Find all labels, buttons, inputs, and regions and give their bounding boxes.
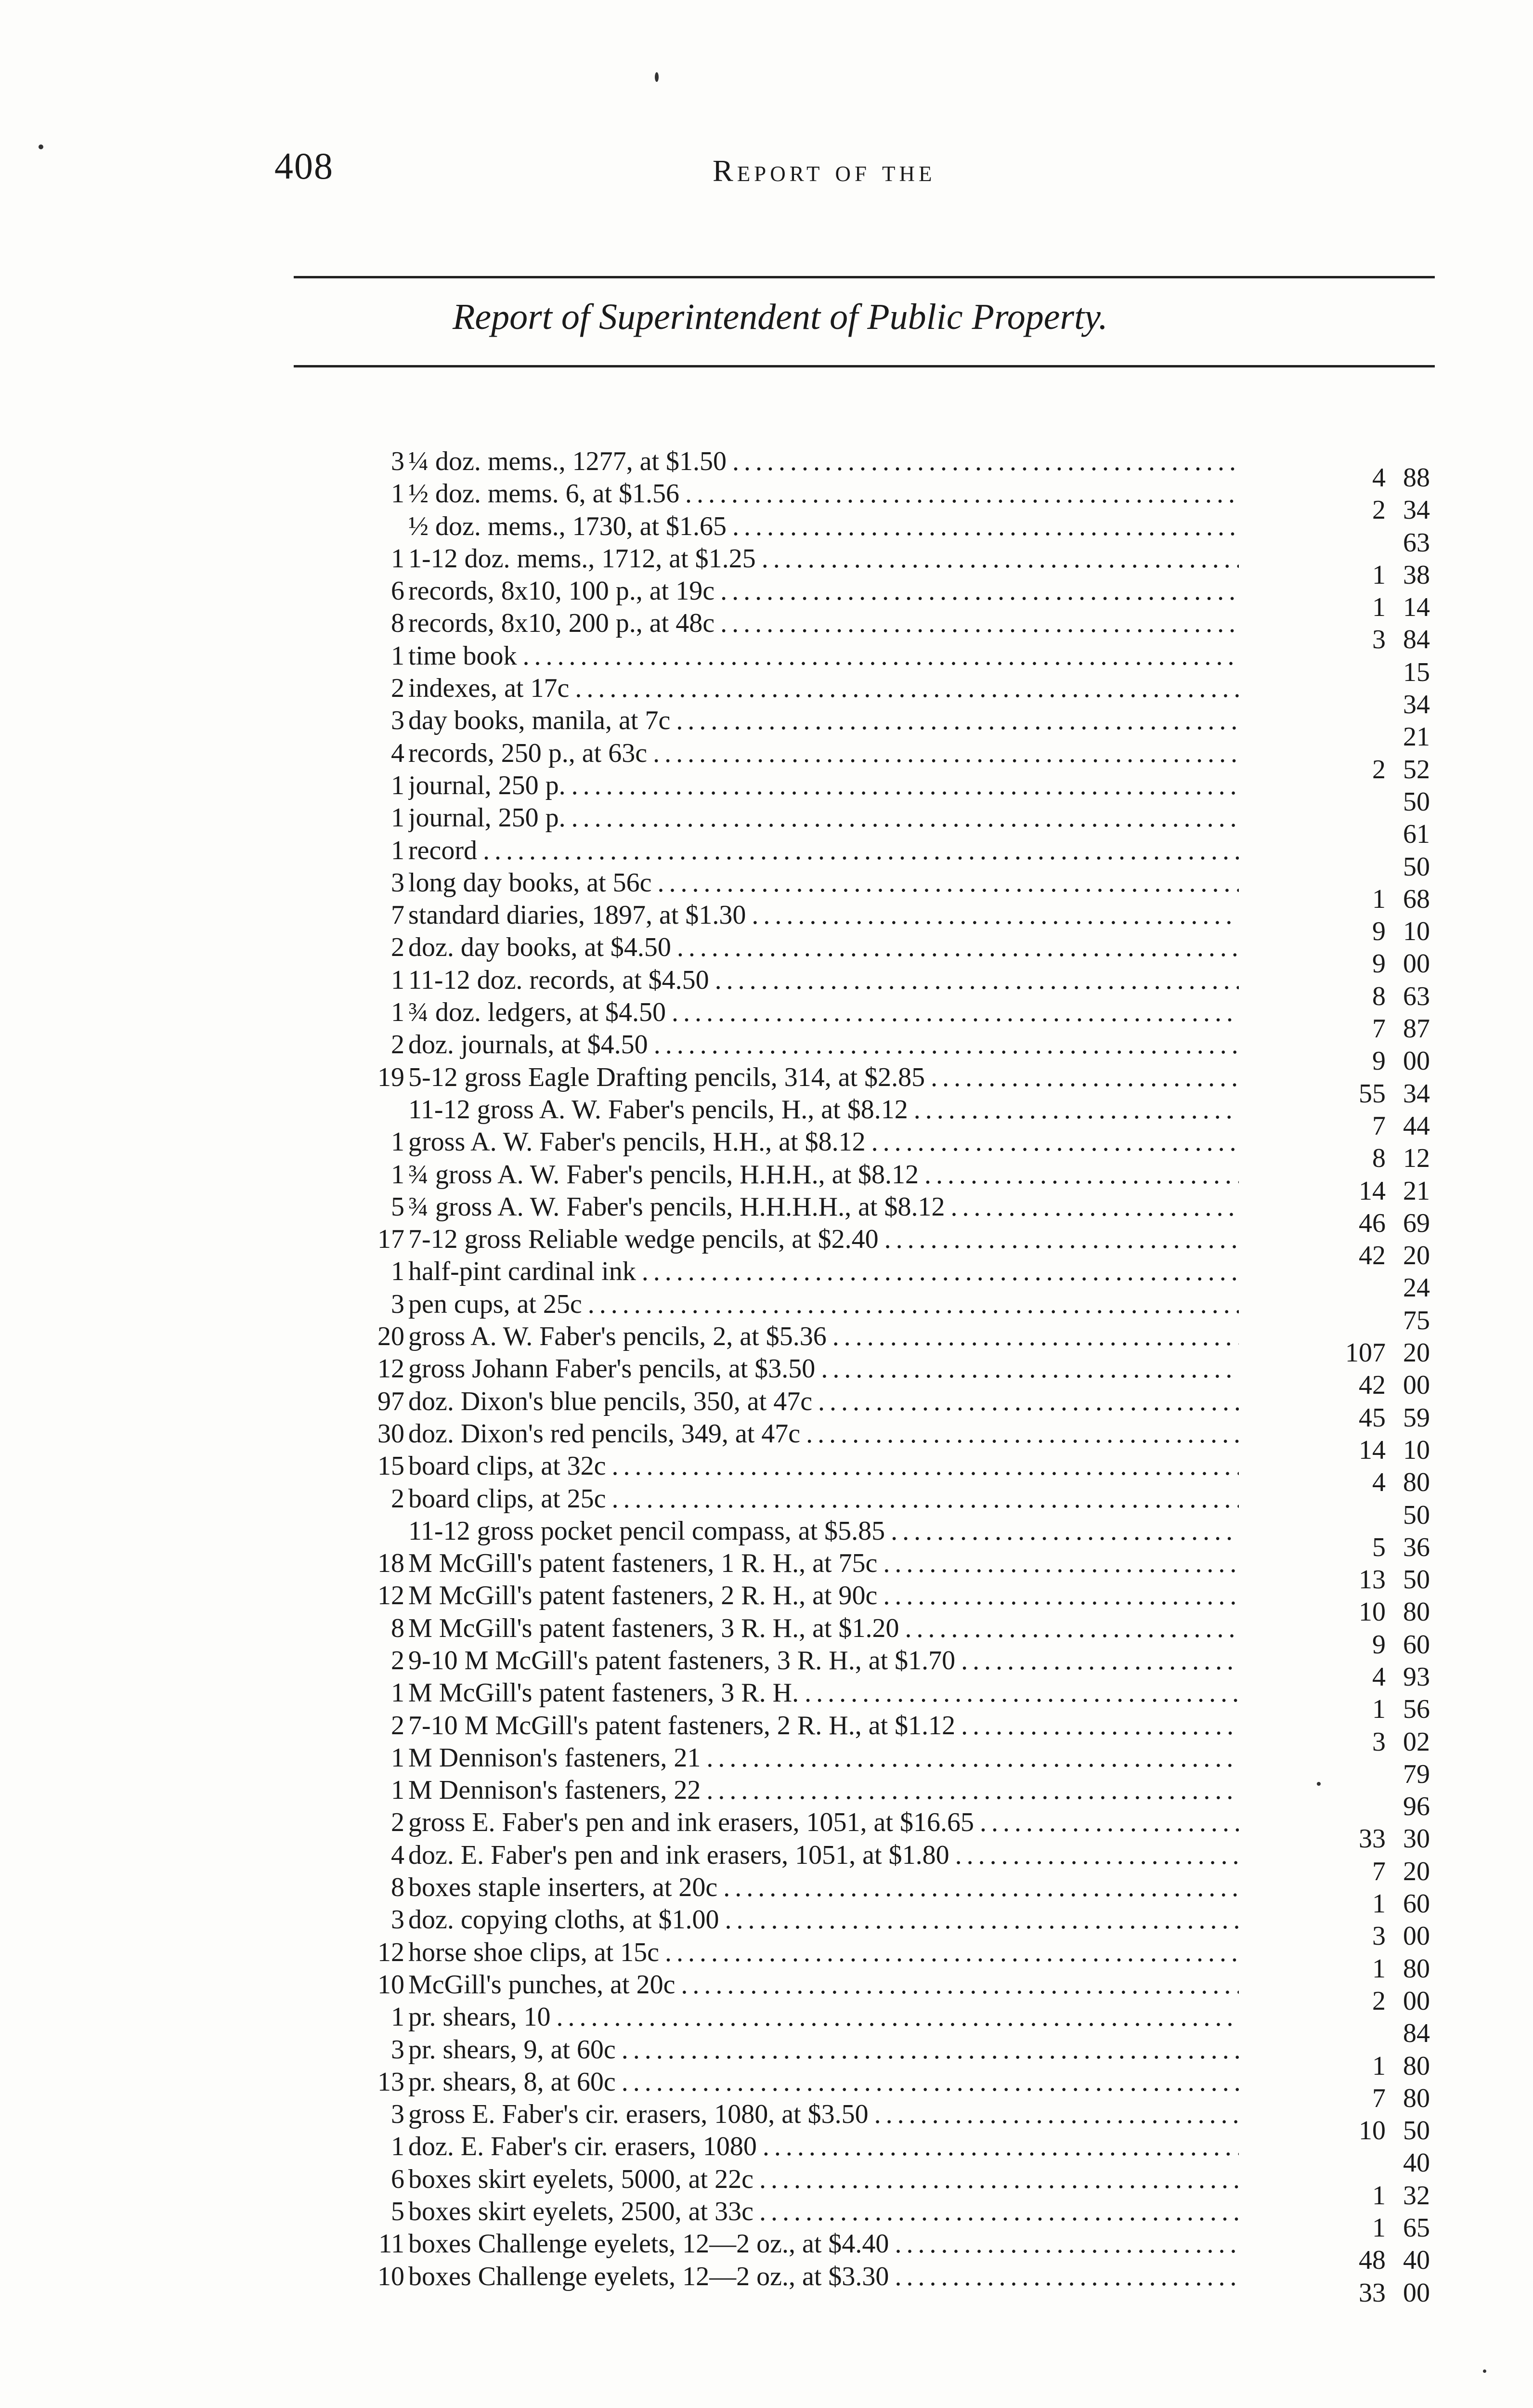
list-item [337, 2066, 1440, 2113]
item-description: journal, 250 p. . . . [408, 770, 1239, 802]
list-item [337, 1937, 1440, 1984]
item-description: pr. shears, 8, at 60c . . . [408, 2066, 1239, 2098]
item-cents: 21 [1403, 722, 1430, 752]
item-amount [1295, 2277, 1430, 2309]
item-cents: 80 [1403, 2083, 1430, 2113]
item-description: gross A. W. Faber's pencils, 2, at $5.36 . . . [408, 1321, 1239, 1353]
item-description: records, 250 p., at 63c . . . [408, 737, 1239, 770]
list-item [337, 2163, 1440, 2211]
item-dollars: 8 [1372, 1143, 1386, 1174]
list-item [337, 445, 1440, 493]
item-dollars: 48 [1359, 2245, 1386, 2276]
item-dollars: 3 [1372, 625, 1386, 655]
list-item [337, 899, 1440, 947]
item-description: boxes staple inserters, at 20c . . . [408, 1871, 1239, 1904]
list-item [337, 964, 1440, 1011]
item-quantity: 1 [391, 2132, 404, 2162]
item-dollars: 55 [1359, 1078, 1386, 1109]
item-dollars: 5 [1372, 1532, 1386, 1562]
item-dollars: 107 [1345, 1338, 1386, 1368]
item-quantity: 5 [391, 2197, 404, 2227]
item-cents: 60 [1403, 1889, 1430, 1919]
item-quantity: 20 [377, 1322, 404, 1352]
item-cents: 02 [1403, 1727, 1430, 1757]
item-cents: 80 [1403, 1953, 1430, 1984]
list-item [337, 575, 1440, 623]
item-quantity: 2 [391, 932, 404, 963]
item-cents: 40 [1403, 2148, 1430, 2178]
item-cents: 50 [1403, 1500, 1430, 1530]
item-description: M Dennison's fasteners, 22 . . . [408, 1774, 1239, 1806]
item-description: records, 8x10, 200 p., at 48c . . . [408, 607, 1239, 640]
item-quantity: 3 [391, 1289, 404, 1319]
item-quantity: 97 [377, 1386, 404, 1416]
list-item [337, 867, 1440, 914]
item-quantity: 3 [391, 446, 404, 476]
item-quantity: 12 [377, 1581, 404, 1611]
item-cents: 52 [1403, 754, 1430, 785]
item-description: ¾ gross A. W. Faber's pencils, H.H.H., at $8.12 . . . [408, 1159, 1239, 1191]
item-cents: 65 [1403, 2213, 1430, 2243]
list-item [337, 1418, 1440, 1465]
scan-speck [1483, 2369, 1486, 2373]
bottom-rule [294, 365, 1435, 367]
item-cents: 79 [1403, 1759, 1430, 1789]
item-quantity: 8 [391, 1613, 404, 1643]
item-cents: 50 [1403, 1565, 1430, 1595]
item-description: 5-12 gross Eagle Drafting pencils, 314, at $2.85 . . . [408, 1061, 1239, 1094]
item-cents: 15 [1403, 657, 1430, 687]
list-item [337, 2131, 1440, 2178]
list-item [337, 1321, 1440, 1368]
item-cents: 96 [1403, 1792, 1430, 1822]
item-cents: 88 [1403, 463, 1430, 493]
item-dollars: 46 [1359, 1208, 1386, 1238]
item-dollars: 9 [1372, 1046, 1386, 1076]
item-quantity: 1 [391, 1742, 404, 1773]
list-item [337, 835, 1440, 882]
item-cents: 80 [1403, 1597, 1430, 1627]
item-description: 11-12 doz. records, at $4.50 . . . [408, 964, 1239, 996]
item-quantity: 6 [391, 2164, 404, 2194]
item-description: M McGill's patent fasteners, 3 R. H., at $1.20 . . . [408, 1612, 1239, 1645]
item-quantity: 3 [391, 1905, 404, 1935]
list-item [337, 1839, 1440, 1886]
item-description: M McGill's patent fasteners, 2 R. H., at 90c . . . [408, 1580, 1239, 1612]
item-dollars: 14 [1359, 1435, 1386, 1465]
item-cents: 21 [1403, 1176, 1430, 1206]
item-quantity: 10 [377, 2261, 404, 2291]
item-dollars: 33 [1359, 2277, 1386, 2308]
list-item [337, 1386, 1440, 1433]
item-description: standard diaries, 1897, at $1.30 . . . [408, 899, 1239, 931]
list-item [337, 770, 1440, 817]
list-item [337, 996, 1440, 1044]
item-quantity: 1 [391, 1127, 404, 1157]
item-description: 9-10 M McGill's patent fasteners, 3 R. H., at $1.70 . . . [408, 1645, 1239, 1677]
list-item [337, 1029, 1440, 1076]
item-quantity: 1 [391, 1159, 404, 1190]
item-description: indexes, at 17c . . . [408, 672, 1239, 705]
item-quantity: 1 [391, 1775, 404, 1806]
item-dollars: 10 [1359, 2116, 1386, 2146]
list-item [337, 1969, 1440, 2016]
item-quantity: 8 [391, 608, 404, 639]
item-dollars: 1 [1372, 2051, 1386, 2081]
item-description: M McGill's patent fasteners, 1 R. H., at 75c . . . [408, 1547, 1239, 1580]
item-dollars: 45 [1359, 1402, 1386, 1433]
item-cents: 20 [1403, 1338, 1430, 1368]
item-quantity: 1 [391, 543, 404, 574]
item-description: boxes skirt eyelets, 2500, at 33c . . . [408, 2196, 1239, 2228]
item-quantity: 1 [391, 965, 404, 995]
item-cents: 50 [1403, 851, 1430, 882]
list-item [337, 1515, 1440, 1562]
item-cents: 50 [1403, 786, 1430, 817]
item-cents: 61 [1403, 819, 1430, 850]
list-item [337, 1094, 1440, 1141]
item-dollars: 42 [1359, 1370, 1386, 1400]
item-cents: 80 [1403, 1467, 1430, 1498]
item-description: ½ doz. mems. 6, at $1.56 . . . [408, 478, 1239, 510]
page-number: 408 [274, 145, 334, 187]
item-quantity: 12 [377, 1354, 404, 1384]
item-dollars: 10 [1359, 1597, 1386, 1627]
item-quantity: 2 [391, 1645, 404, 1675]
item-cents: 69 [1403, 1208, 1430, 1238]
list-item [337, 607, 1440, 655]
item-quantity: 1 [391, 997, 404, 1028]
item-quantity: 2 [391, 1483, 404, 1514]
list-item [337, 1159, 1440, 1206]
item-cents: 60 [1403, 1629, 1430, 1660]
item-cents: 38 [1403, 560, 1430, 590]
item-description: boxes Challenge eyelets, 12—2 oz., at $4.40 . . . [408, 2228, 1239, 2260]
section-title: Report of Superintendent of Public Property. [453, 297, 1108, 337]
item-cents: 84 [1403, 625, 1430, 655]
item-cents: 00 [1403, 1986, 1430, 2016]
list-item [337, 1223, 1440, 1271]
item-quantity: 13 [377, 2067, 404, 2097]
item-description: 1-12 doz. mems., 1712, at $1.25 . . . [408, 543, 1239, 575]
item-cents: 36 [1403, 1532, 1430, 1562]
list-item [337, 1061, 1440, 1109]
item-description: board clips, at 25c . . . [408, 1483, 1239, 1515]
list-item [337, 2196, 1440, 2243]
item-description: pr. shears, 10 . . . [408, 2001, 1239, 2033]
item-description: 7-10 M McGill's patent fasteners, 2 R. H., at $1.12 . . . [408, 1710, 1239, 1742]
item-description: half-pint cardinal ink . . . [408, 1256, 1239, 1288]
item-dollars: 42 [1359, 1241, 1386, 1271]
item-cents: 00 [1403, 1921, 1430, 1951]
item-quantity: 5 [391, 1191, 404, 1222]
item-dollars: 9 [1372, 1629, 1386, 1660]
scan-speck [1317, 1782, 1321, 1786]
item-description: gross E. Faber's pen and ink erasers, 1051, at $16.65 . . . [408, 1806, 1239, 1839]
item-description: records, 8x10, 100 p., at 19c . . . [408, 575, 1239, 607]
list-item [337, 2261, 1440, 2308]
list-item [337, 2001, 1440, 2049]
item-dollars: 1 [1372, 1889, 1386, 1919]
item-description: doz. Dixon's blue pencils, 350, at 47c . . . [408, 1386, 1239, 1418]
item-description: day books, manila, at 7c . . . [408, 705, 1239, 737]
scan-speck [39, 144, 43, 149]
item-cents: 50 [1403, 2116, 1430, 2146]
list-item [337, 2098, 1440, 2146]
list-item [337, 1191, 1440, 1238]
item-quantity: 1 [391, 1256, 404, 1287]
item-description: ½ doz. mems., 1730, at $1.65 . . . [408, 510, 1239, 543]
list-item [337, 1806, 1440, 1854]
item-cents: 63 [1403, 981, 1430, 1011]
item-dollars: 2 [1372, 754, 1386, 785]
item-cents: 75 [1403, 1305, 1430, 1335]
item-description: record . . . [408, 835, 1239, 867]
item-cents: 10 [1403, 916, 1430, 947]
item-dollars: 1 [1372, 2180, 1386, 2211]
item-quantity: 3 [391, 867, 404, 898]
item-dollars: 2 [1372, 1986, 1386, 2016]
scan-speck [655, 72, 659, 82]
item-dollars: 8 [1372, 981, 1386, 1011]
item-dollars: 4 [1372, 1662, 1386, 1692]
item-cents: 93 [1403, 1662, 1430, 1692]
item-quantity: 19 [377, 1062, 404, 1092]
item-cents: 00 [1403, 1370, 1430, 1400]
list-item [337, 510, 1440, 558]
item-dollars: 1 [1372, 1694, 1386, 1725]
item-cents: 87 [1403, 1014, 1430, 1044]
item-description: boxes Challenge eyelets, 12—2 oz., at $3.30 . . . [408, 2261, 1239, 2293]
item-quantity: 18 [377, 1548, 404, 1579]
item-description: board clips, at 32c . . . [408, 1450, 1239, 1482]
item-quantity: 2 [391, 1807, 404, 1838]
item-cents: 14 [1403, 592, 1430, 623]
item-description: long day books, at 56c . . . [408, 867, 1239, 899]
item-cents: 56 [1403, 1694, 1430, 1725]
item-cents: 10 [1403, 1435, 1430, 1465]
item-dollars: 7 [1372, 1111, 1386, 1141]
item-cents: 80 [1403, 2051, 1430, 2081]
item-quantity: 8 [391, 1872, 404, 1903]
item-dollars: 1 [1372, 592, 1386, 623]
item-cents: 34 [1403, 1078, 1430, 1109]
item-quantity: 2 [391, 1030, 404, 1060]
item-description: McGill's punches, at 20c . . . [408, 1969, 1239, 2001]
item-dollars: 7 [1372, 1856, 1386, 1886]
list-item [337, 1256, 1440, 1303]
item-cents: 00 [1403, 1046, 1430, 1076]
item-description: doz. copying cloths, at $1.00 . . . [408, 1904, 1239, 1936]
list-item [337, 543, 1440, 590]
list-item [337, 1774, 1440, 1822]
item-quantity: 1 [391, 2002, 404, 2032]
item-description: gross E. Faber's cir. erasers, 1080, at $3.50 . . . [408, 2098, 1239, 2131]
item-dollars: 3 [1372, 1727, 1386, 1757]
item-quantity: 1 [391, 1678, 404, 1708]
item-quantity: 3 [391, 2099, 404, 2130]
item-quantity: 2 [391, 1710, 404, 1741]
item-quantity: 1 [391, 835, 404, 865]
item-description: M Dennison's fasteners, 21 . . . [408, 1742, 1239, 1774]
item-cents: 24 [1403, 1273, 1430, 1303]
item-quantity: 1 [391, 641, 404, 671]
list-item [337, 1288, 1440, 1335]
item-cents: 84 [1403, 2018, 1430, 2049]
item-cents: 40 [1403, 2245, 1430, 2276]
list-item [337, 1450, 1440, 1498]
list-item [337, 1904, 1440, 1951]
item-quantity: 30 [377, 1418, 404, 1449]
item-cents: 34 [1403, 690, 1430, 720]
item-quantity: 17 [377, 1224, 404, 1255]
item-dollars: 13 [1359, 1565, 1386, 1595]
list-item [337, 2034, 1440, 2081]
list-item [337, 1871, 1440, 1919]
top-rule [294, 276, 1435, 278]
item-dollars: 3 [1372, 1921, 1386, 1951]
item-description: gross Johann Faber's pencils, at $3.50 . . . [408, 1353, 1239, 1385]
item-quantity: 6 [391, 576, 404, 606]
item-description: journal, 250 p. . . . [408, 802, 1239, 834]
item-dollars: 1 [1372, 2213, 1386, 2243]
item-quantity: 7 [391, 900, 404, 930]
item-description: boxes skirt eyelets, 5000, at 22c . . . [408, 2163, 1239, 2196]
item-cents: 00 [1403, 2277, 1430, 2308]
item-dollars: 2 [1372, 495, 1386, 525]
list-item [337, 1483, 1440, 1530]
item-description: ¼ doz. mems., 1277, at $1.50 . . . [408, 445, 1239, 478]
item-description: ¾ doz. ledgers, at $4.50 . . . [408, 996, 1239, 1029]
item-description: ¾ gross A. W. Faber's pencils, H.H.H.H., at $8.12 . . . [408, 1191, 1239, 1223]
item-dollars: 9 [1372, 916, 1386, 947]
item-cents: 30 [1403, 1824, 1430, 1854]
item-description: time book . . . [408, 640, 1239, 672]
item-cents: 32 [1403, 2180, 1430, 2211]
item-cents: 20 [1403, 1241, 1430, 1271]
item-dollars: 7 [1372, 1014, 1386, 1044]
item-dollars: 7 [1372, 2083, 1386, 2113]
items-list [337, 445, 1440, 2308]
item-quantity: 10 [377, 1969, 404, 2000]
item-cents: 12 [1403, 1143, 1430, 1174]
item-quantity: 11 [378, 2229, 404, 2259]
list-item [337, 1645, 1440, 1692]
item-dollars: 14 [1359, 1176, 1386, 1206]
item-description: pen cups, at 25c . . . [408, 1288, 1239, 1321]
item-description: M McGill's patent fasteners, 3 R. H. . . . [408, 1677, 1239, 1709]
item-dollars: 1 [1372, 1953, 1386, 1984]
item-quantity: 2 [391, 673, 404, 704]
item-quantity: 4 [391, 738, 404, 768]
item-quantity: 1 [391, 770, 404, 800]
item-dollars: 1 [1372, 560, 1386, 590]
item-cents: 00 [1403, 949, 1430, 979]
list-item [337, 931, 1440, 979]
item-description: 11-12 gross pocket pencil compass, at $5.85 . . . [408, 1515, 1239, 1547]
item-description: doz. E. Faber's cir. erasers, 1080 . . . [408, 2131, 1239, 2163]
item-cents: 68 [1403, 884, 1430, 914]
item-description: horse shoe clips, at 15c . . . [408, 1937, 1239, 1969]
list-item [337, 1580, 1440, 1627]
list-item [337, 1547, 1440, 1595]
running-head: Report of the [713, 154, 936, 188]
list-item [337, 672, 1440, 720]
item-dollars: 33 [1359, 1824, 1386, 1854]
item-description: pr. shears, 9, at 60c . . . [408, 2034, 1239, 2066]
item-cents: 44 [1403, 1111, 1430, 1141]
item-cents: 34 [1403, 495, 1430, 525]
list-item [337, 640, 1440, 687]
item-dollars: 1 [1372, 884, 1386, 914]
item-quantity: 15 [377, 1451, 404, 1481]
item-description: 11-12 gross A. W. Faber's pencils, H., at $8.12 . . . [408, 1094, 1239, 1126]
item-description: 7-12 gross Reliable wedge pencils, at $2.40 . . . [408, 1223, 1239, 1256]
item-quantity: 1 [391, 803, 404, 833]
item-dollars: 9 [1372, 949, 1386, 979]
item-quantity: 12 [377, 1937, 404, 1967]
item-description: doz. day books, at $4.50 . . . [408, 931, 1239, 964]
item-description: doz. journals, at $4.50 . . . [408, 1029, 1239, 1061]
list-item [337, 478, 1440, 525]
item-dollars: 4 [1372, 1467, 1386, 1498]
item-quantity: 4 [391, 1840, 404, 1870]
item-dollars: 4 [1372, 463, 1386, 493]
list-item [337, 1677, 1440, 1725]
item-quantity: 3 [391, 706, 404, 736]
list-item [337, 1353, 1440, 1400]
item-description: doz. E. Faber's pen and ink erasers, 1051, at $1.80 . . . [408, 1839, 1239, 1871]
item-description: doz. Dixon's red pencils, 349, at 47c . . . [408, 1418, 1239, 1450]
item-quantity: 3 [391, 2034, 404, 2065]
item-quantity: 1 [391, 479, 404, 509]
list-item [337, 1710, 1440, 1757]
list-item [337, 1742, 1440, 1789]
item-cents: 59 [1403, 1402, 1430, 1433]
item-description: gross A. W. Faber's pencils, H.H., at $8.12 . . . [408, 1126, 1239, 1158]
list-item [337, 705, 1440, 752]
item-cents: 20 [1403, 1856, 1430, 1886]
list-item [337, 1126, 1440, 1174]
item-cents: 63 [1403, 527, 1430, 558]
